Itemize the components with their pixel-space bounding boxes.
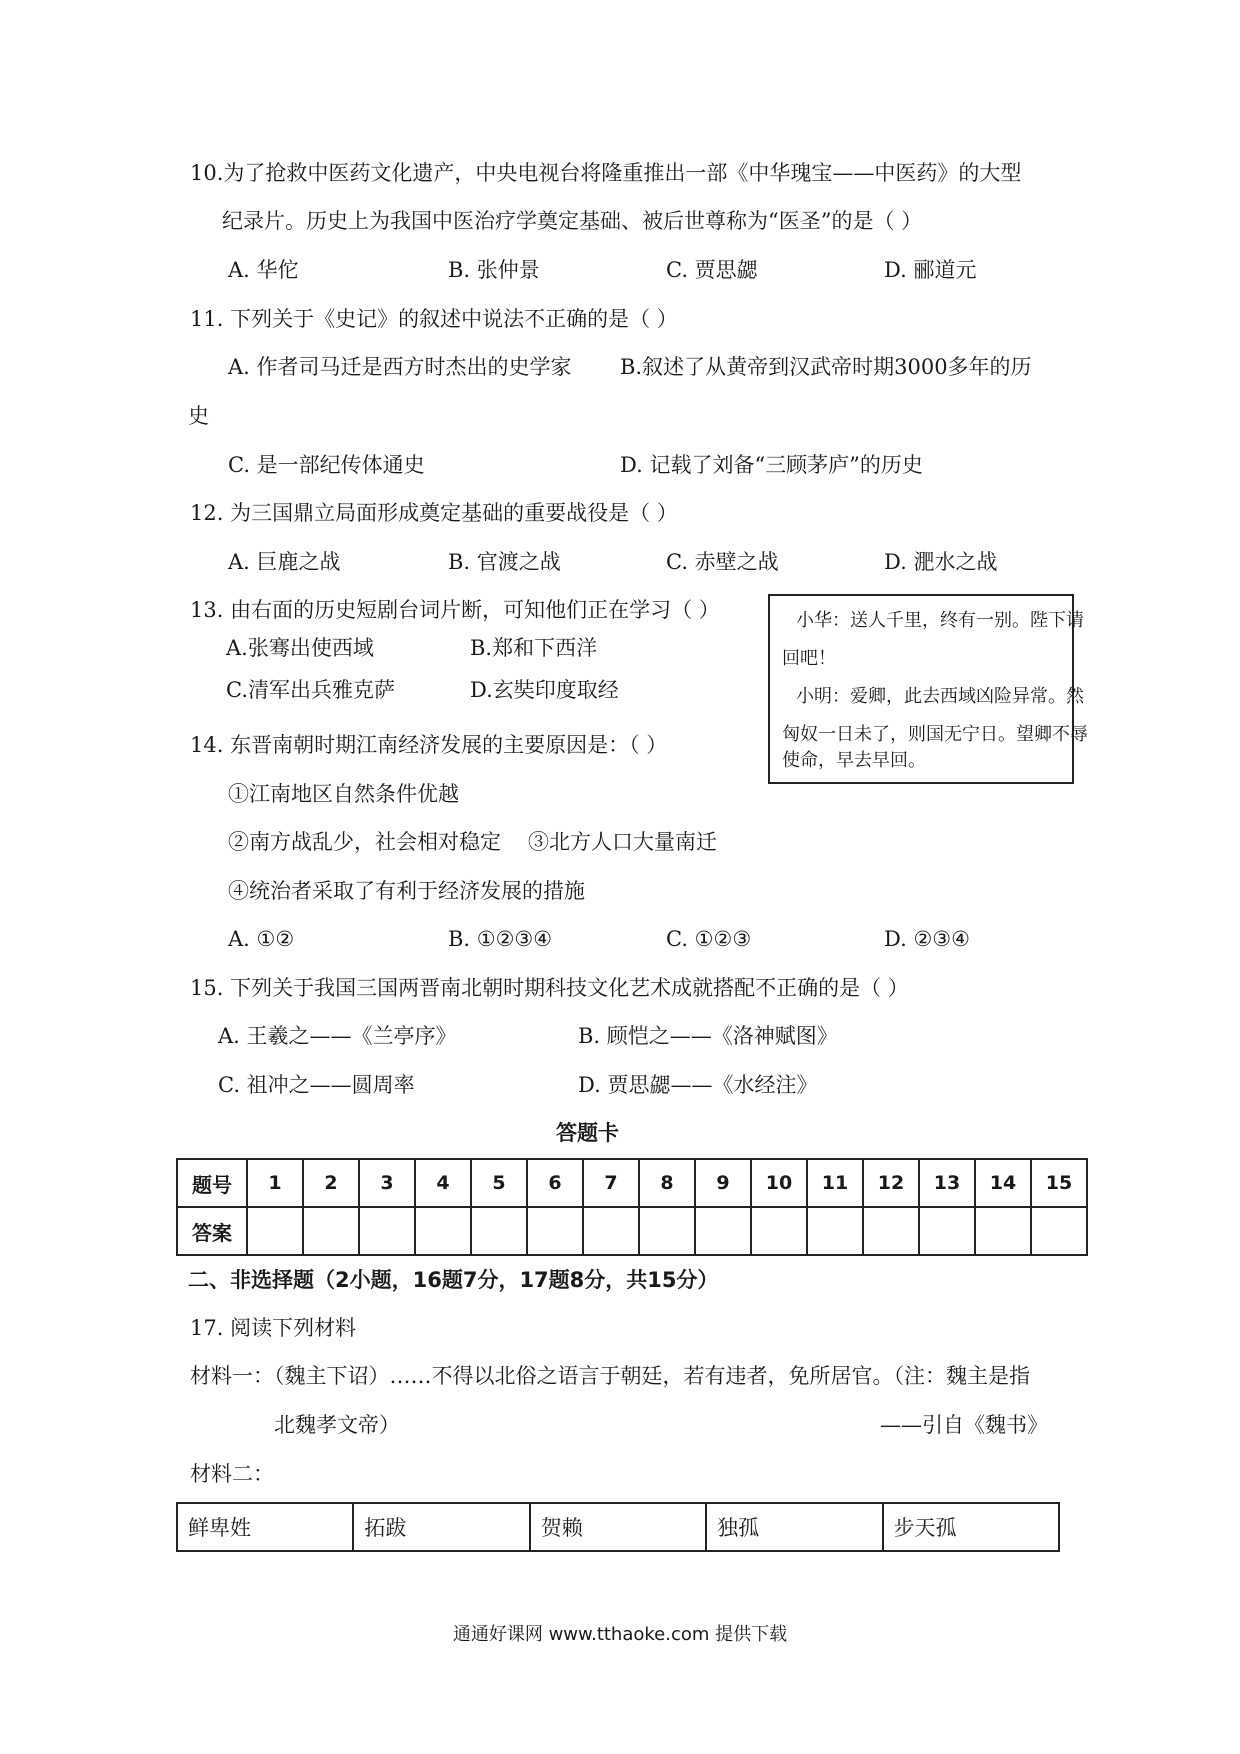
q13-stem: 13. 由右面的历史短剧台词片断，可知他们正在学习（ ） (190, 598, 720, 622)
q10-option-c: C. 贾思勰 (666, 258, 758, 282)
q10-option-b: B. 张仲景 (448, 258, 540, 282)
q13-option-d: D.玄奘印度取经 (470, 678, 619, 702)
q12-option-d: D. 淝水之战 (884, 550, 998, 574)
q14-stem: 14. 东晋南朝时期江南经济发展的主要原因是：（ ） (190, 733, 668, 757)
answer-cell[interactable] (751, 1207, 807, 1255)
question-number-cell: 6 (527, 1159, 583, 1207)
q15-option-a: A. 王羲之——《兰亭序》 (218, 1024, 457, 1048)
dialogue-line: 匈奴一日未了，则国无宁日。望卿不辱 (782, 724, 1088, 745)
question-number-cell: 14 (975, 1159, 1031, 1207)
q10-stem-line2: 纪录片。历史上为我国中医治疗学奠定基础、被后世尊称为“医圣”的是（ ） (222, 209, 923, 233)
q12-option-b: B. 官渡之战 (448, 550, 561, 574)
q14-item-3: ③北方人口大量南迁 (528, 830, 717, 854)
answer-cell[interactable] (247, 1207, 303, 1255)
answer-row (177, 1207, 1087, 1255)
q11-option-c: C. 是一部纪传体通史 (228, 453, 425, 477)
q17-material1-line1: 材料一：（魏主下诏）……不得以北俗之语言于朝廷，若有违者，免所居官。（注：魏主是指 (190, 1364, 1030, 1388)
q14-option-b: B. ①②③④ (448, 927, 553, 951)
section2-heading: 二、非选择题（2小题，16题7分，17题8分，共15分） (188, 1268, 719, 1292)
q17-material2-label: 材料二： (190, 1462, 274, 1486)
page-footer: 通通好课网 www.tthaoke.com 提供下载 (452, 1624, 788, 1645)
q15-option-b: B. 顾恺之——《洛神赋图》 (578, 1024, 838, 1048)
q17-stem: 17. 阅读下列材料 (190, 1316, 357, 1340)
question-number-cell: 2 (303, 1159, 359, 1207)
dialogue-line: 小华：送人千里，终有一别。陛下请 (796, 610, 1084, 631)
question-number-row (177, 1159, 1087, 1207)
q15-stem: 15. 下列关于我国三国两晋南北朝时期科技文化艺术成就搭配不正确的是（ ） (190, 976, 909, 1000)
surname-cell: 步天孤 (883, 1503, 1059, 1551)
q12-option-c: C. 赤壁之战 (666, 550, 779, 574)
surname-cell: 独孤 (706, 1503, 882, 1551)
q13-option-b: B.郑和下西洋 (470, 636, 598, 660)
answer-cell[interactable] (415, 1207, 471, 1255)
answer-cell[interactable] (975, 1207, 1031, 1255)
q10-option-d: D. 郦道元 (884, 258, 977, 282)
question-number-cell: 5 (471, 1159, 527, 1207)
q13-option-c: C.清军出兵雅克萨 (226, 678, 395, 702)
question-number-cell: 8 (639, 1159, 695, 1207)
q10-option-a: A. 华佗 (228, 258, 299, 282)
question-number-cell: 15 (1031, 1159, 1087, 1207)
q17-material1-line2: 北魏孝文帝） (274, 1413, 400, 1437)
q14-item-4: ④统治者采取了有利于经济发展的措施 (228, 879, 585, 903)
surname-row (177, 1503, 1059, 1551)
q12-stem: 12. 为三国鼎立局面形成奠定基础的重要战役是（ ） (190, 501, 678, 525)
answer-cell[interactable] (1031, 1207, 1087, 1255)
q14-option-a: A. ①② (228, 927, 295, 951)
dialogue-line: 使命，早去早回。 (782, 750, 926, 771)
question-number-cell: 7 (583, 1159, 639, 1207)
q15-option-c: C. 祖冲之——圆周率 (218, 1073, 415, 1097)
surname-table (176, 1502, 1060, 1552)
answer-cell[interactable] (919, 1207, 975, 1255)
q11-option-d: D. 记载了刘备“三顾茅庐”的历史 (620, 453, 923, 477)
question-number-cell: 11 (807, 1159, 863, 1207)
q12-option-a: A. 巨鹿之战 (228, 550, 341, 574)
answer-cell[interactable] (639, 1207, 695, 1255)
answer-card-table (176, 1158, 1088, 1256)
answer-card-title: 答题卡 (556, 1121, 619, 1145)
q11-stem: 11. 下列关于《史记》的叙述中说法不正确的是（ ） (190, 307, 678, 331)
q14-option-d: D. ②③④ (884, 927, 970, 951)
question-number-cell: 1 (247, 1159, 303, 1207)
answer-cell[interactable] (863, 1207, 919, 1255)
row-label-answer: 答案 (177, 1207, 247, 1255)
answer-cell[interactable] (303, 1207, 359, 1255)
q17-material1-source: ——引自《魏书》 (880, 1413, 1048, 1437)
row-label-number: 题号 (177, 1159, 247, 1207)
q14-item-1: ①江南地区自然条件优越 (228, 782, 459, 806)
answer-cell[interactable] (807, 1207, 863, 1255)
q10-stem-line1: 10.为了抢救中医药文化遗产，中央电视台将隆重推出一部《中华瑰宝——中医药》的大型 (190, 161, 1022, 185)
question-number-cell: 12 (863, 1159, 919, 1207)
dialogue-box (768, 594, 1088, 784)
q11-option-b: B.叙述了从黄帝到汉武帝时期3000多年的历 (620, 355, 1032, 379)
q11-option-b-cont: 史 (188, 404, 209, 428)
answer-cell[interactable] (583, 1207, 639, 1255)
q13-option-a: A.张骞出使西域 (226, 636, 374, 660)
answer-cell[interactable] (359, 1207, 415, 1255)
q14-option-c: C. ①②③ (666, 927, 752, 951)
question-number-cell: 10 (751, 1159, 807, 1207)
dialogue-line: 回吧！ (782, 648, 836, 669)
surname-cell: 贺赖 (530, 1503, 706, 1551)
question-number-cell: 9 (695, 1159, 751, 1207)
surname-cell: 鲜卑姓 (177, 1503, 353, 1551)
answer-cell[interactable] (695, 1207, 751, 1255)
q14-item-2: ②南方战乱少，社会相对稳定 (228, 830, 501, 854)
answer-cell[interactable] (527, 1207, 583, 1255)
dialogue-line: 小明：爱卿，此去西域凶险异常。然 (796, 686, 1084, 707)
q15-option-d: D. 贾思勰——《水经注》 (578, 1073, 818, 1097)
question-number-cell: 13 (919, 1159, 975, 1207)
question-number-cell: 4 (415, 1159, 471, 1207)
q11-option-a: A. 作者司马迁是西方时杰出的史学家 (228, 355, 572, 379)
question-number-cell: 3 (359, 1159, 415, 1207)
answer-cell[interactable] (471, 1207, 527, 1255)
surname-cell: 拓跋 (353, 1503, 529, 1551)
